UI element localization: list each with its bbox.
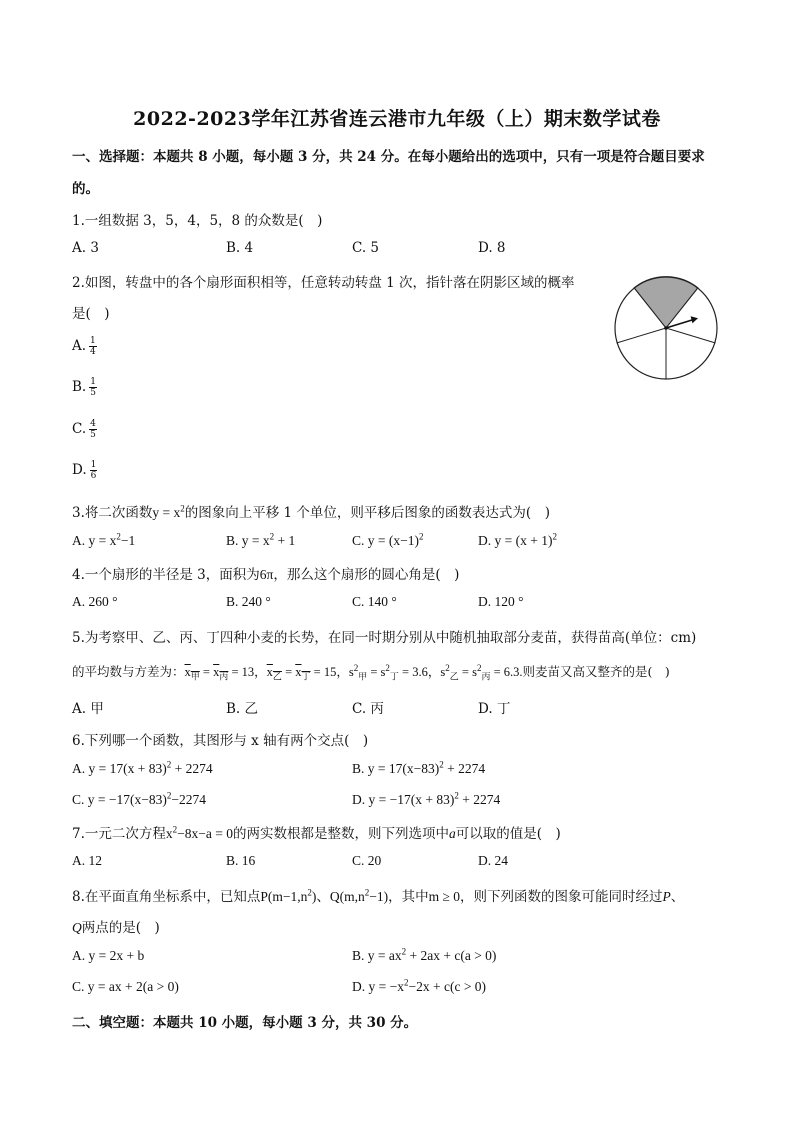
q5-xbar-ding (295, 665, 311, 682)
q2-option-c-label: C. (72, 421, 87, 437)
q8-option-d (352, 979, 486, 995)
q2-option-a-label: A. (72, 338, 87, 354)
page-title: 2022-2023学年江苏省连云港市九年级（上）期末数学试卷 (133, 108, 661, 130)
q5-stem-intro: 的平均数与方差为： (72, 664, 185, 679)
q2-option-c-numerator: 4 (90, 419, 96, 429)
q6-option-a-text: A. y = 17(x + 83) (72, 761, 167, 776)
q8-option-d-exp: 2 (403, 977, 409, 988)
spinner-center-dot (664, 326, 668, 330)
q5-s-ding: s (380, 665, 386, 679)
q5-stem-line2 (72, 662, 670, 680)
q3-option-a-exp: 2 (116, 531, 121, 542)
q5-option-d: D. 丁 (478, 701, 511, 717)
q8-point-p-text: P(m−1,n (260, 889, 308, 904)
q2-option-d-label: D. (72, 462, 87, 478)
spinner-wheel-figure (612, 276, 720, 384)
q2-stem-line1: 2.如图，转盘中的各个扇形面积相等，任意转动转盘 1 次，指针落在阴影区域的概率 (72, 275, 575, 291)
q6-option-d-tail: + 2274 (458, 792, 501, 807)
q3-option-c-exp: 2 (418, 531, 424, 542)
q2-option-a-fraction (89, 336, 97, 357)
q6-option-b (352, 761, 485, 777)
q8-stem-P: P (662, 889, 671, 904)
q2-option-a-numerator: 1 (90, 336, 96, 346)
q5-s-jia: s (348, 665, 354, 679)
q3-option-b-exp: 2 (269, 531, 275, 542)
spinner-divider-4 (666, 328, 716, 343)
section2-header: 二、填空题：本题共 10 小题，每小题 3 分，共 30 分。 (72, 1015, 418, 1031)
q5-ssub-yi: 乙 (449, 671, 459, 682)
q8-stem-Q: Q (72, 920, 82, 935)
q2-option-d-fraction (90, 460, 98, 481)
q8-condition: m ≥ 0 (428, 889, 461, 904)
spinner-divider-3 (617, 328, 667, 343)
q5-ssub-bing: 丙 (481, 671, 491, 682)
q8-separator: 、 (316, 889, 330, 905)
q5-sup-jia: 2 (353, 662, 359, 673)
q7-eq-exp: 2 (172, 824, 178, 835)
q5-stem-question: 则麦苗又高又整齐的是( ) (522, 664, 670, 679)
q2-option-d-denominator: 6 (90, 471, 97, 481)
q7-option-a: A. 12 (72, 853, 102, 868)
q5-s-yi: s (440, 665, 446, 679)
q5-option-a: A. 甲 (72, 701, 104, 717)
q2-option-b-fraction (89, 377, 97, 398)
q5-sub-bing: 丙 (219, 671, 229, 682)
q3-stem-function-exp: 2 (180, 503, 185, 514)
q8-option-b (352, 948, 496, 964)
q2-option-b-numerator: 1 (90, 377, 96, 387)
q5-x-yi: x (266, 665, 273, 679)
q8-point-q (330, 889, 388, 904)
q8-point-p (260, 889, 316, 904)
q5-mean-jia-bing: $x_甲 = x_丙 = 13$， (184, 665, 267, 682)
q5-x-ding: x (295, 665, 302, 679)
q8-point-q-text: Q(m,n (329, 889, 365, 904)
q6-option-d-text: D. y = −17(x + 83) (352, 792, 455, 807)
q2-option-b-denominator: 5 (90, 388, 96, 398)
q3-option-c-text: C. y = (x−1) (352, 533, 419, 548)
q5-xbar-bing (213, 665, 229, 682)
q8-option-b-exp: 2 (401, 946, 407, 957)
spinner-pointer-arrowhead (691, 316, 698, 323)
q5-var-jia-ding: $s^2_甲 = s^2_丁 = 3.6$， (348, 662, 441, 682)
q3-option-d (478, 533, 557, 549)
q8-option-c: C. y = ax + 2(a > 0) (72, 979, 179, 994)
q5-mean-yi-ding: $x_乙 = x_丁 = 15$， (266, 665, 349, 682)
q3-option-b (226, 533, 295, 549)
q5-var-yi-bing: $s^2_乙 = s^2_丙 = 6.3$. (440, 662, 523, 682)
q6-option-a-tail: + 2274 (171, 761, 213, 776)
q4-stem (72, 563, 459, 583)
q5-eq36: = 3.6， (398, 665, 441, 679)
q5-option-c: C. 丙 (352, 701, 384, 717)
q6-option-b-text: B. y = 17(x−83) (352, 761, 440, 776)
q2-option-d-numerator: 1 (90, 460, 97, 470)
q6-option-c-text: C. y = −17(x−83) (72, 792, 167, 807)
q5-sup-ding: 2 (385, 662, 390, 673)
q5-ssub-ding: 丁 (389, 671, 399, 682)
q5-eq63: = 6.3. (490, 665, 523, 679)
q6-option-c-tail: −2274 (171, 792, 206, 807)
q8-option-d-text: D. y = −x (352, 979, 404, 994)
q7-stem-variable: a (448, 826, 456, 841)
q3-stem-part2: 的图象向上平移 1 个单位，则平移后图象的函数表达式为( ) (184, 505, 550, 521)
q7-stem-part2: 的两实数根都是整数，则下列选项中 (232, 826, 449, 842)
q1-stem: 1.一组数据 3，5，4，5，8 的众数是( ) (72, 213, 323, 229)
q2-option-c-fraction (89, 419, 97, 440)
q3-stem-function (152, 505, 184, 520)
q7-option-b: B. 16 (226, 853, 256, 868)
q4-option-c: C. 140 ° (352, 594, 397, 609)
q8-point-q-exp: 2 (364, 887, 370, 898)
q5-sub-jia: 甲 (190, 671, 200, 682)
section1-header-line2: 的。 (72, 181, 99, 197)
q5-xbar-yi (266, 665, 282, 682)
q3-option-c (352, 533, 423, 549)
q6-option-c (72, 792, 206, 808)
q3-option-a-text: A. y = x (72, 533, 117, 548)
q1-option-a: A. 3 (72, 240, 99, 256)
section1-header-line1: 一、选择题：本题共 8 小题，每小题 3 分，共 24 分。在每小题给出的选项中，只有一项是符合题目要求 (72, 149, 705, 165)
q8-option-b-text: B. y = ax (352, 948, 402, 963)
q8-point-p-close: ) (311, 889, 317, 904)
q7-stem-equation (166, 826, 233, 841)
q6-stem: 6.下列哪一个函数，其图形与 x 轴有两个交点( ) (72, 733, 369, 749)
q4-option-d: D. 120 ° (478, 594, 524, 609)
q7-eq-x: x (165, 826, 173, 841)
q5-x-jia: x (184, 665, 191, 679)
q4-stem-part2: ，那么这个扇形的圆心角是( ) (273, 567, 460, 583)
q7-option-d: D. 24 (478, 853, 508, 868)
q3-option-d-exp: 2 (552, 531, 557, 542)
q3-option-b-tail: + 1 (274, 533, 296, 548)
q2-option-d (72, 460, 97, 481)
spinner-shaded-sector (634, 277, 698, 328)
q8-stem-part1: 8.在平面直角坐标系中，已知点 (72, 889, 261, 905)
q8-option-b-tail: + 2ax + c(a > 0) (406, 948, 497, 963)
q8-point-p-exp: 2 (307, 887, 312, 898)
q5-eq13: = 13， (228, 665, 267, 679)
q5-sub-ding: 丁 (301, 671, 311, 682)
q3-stem (72, 501, 550, 521)
q8-stem-line1 (72, 885, 684, 905)
q8-stem-line2 (72, 916, 160, 936)
q8-option-d-tail: −2x + c(c > 0) (408, 979, 487, 994)
q5-sup-bing: 2 (476, 662, 482, 673)
q4-stem-area: 6π (259, 567, 274, 582)
q5-stem-line1: 5.为考察甲、乙、丙、丁四种小麦的长势，在同一时期分别从中随机抽取部分麦苗，获得苗高(单位：cm) (72, 630, 697, 646)
q5-sup-yi: 2 (445, 662, 450, 673)
q3-stem-part1: 3.将二次函数 (72, 505, 153, 521)
q5-sub-yi: 乙 (272, 671, 282, 682)
q3-option-a (72, 533, 135, 549)
q8-separator-2: 、 (670, 889, 685, 905)
q7-stem-part1: 7.一元二次方程 (72, 826, 166, 842)
q5-x-bing: x (213, 665, 220, 679)
q2-option-a (72, 336, 97, 357)
q2-option-b (72, 377, 97, 398)
q6-option-c-exp: 2 (166, 790, 172, 801)
q8-option-a: A. y = 2x + b (72, 948, 145, 963)
q5-xbar-jia (184, 665, 200, 682)
q8-point-q-close: −1) (369, 889, 389, 904)
q5-ssub-jia: 甲 (358, 671, 368, 682)
q3-option-a-tail: −1 (120, 533, 136, 548)
q6-option-d-exp: 2 (454, 790, 459, 801)
q1-option-b: B. 4 (226, 240, 254, 256)
q2-option-a-denominator: 4 (90, 347, 96, 357)
q7-eq-tail: −8x−a = 0 (177, 826, 233, 841)
q3-stem-function-base: y = x (152, 505, 181, 520)
q4-stem-part1: 4.一个扇形的半径是 3，面积为 (72, 567, 260, 583)
q6-option-b-exp: 2 (439, 759, 444, 770)
q8-stem-part2: ，其中 (388, 889, 429, 905)
q4-option-b: B. 240 ° (226, 594, 271, 609)
q2-stem-line2: 是( ) (72, 306, 110, 322)
q5-s-bing: s (472, 665, 477, 679)
q7-stem-part3: 可以取的值是( ) (455, 826, 561, 842)
q7-option-c: C. 20 (352, 853, 382, 868)
q2-option-b-label: B. (72, 379, 87, 395)
q6-option-a (72, 761, 213, 777)
q8-stem-line2-text: 两点的是( ) (81, 920, 160, 936)
q7-stem (72, 822, 561, 842)
q6-option-b-tail: + 2274 (443, 761, 486, 776)
q3-option-b-text: B. y = x (226, 533, 270, 548)
q3-option-d-text: D. y = (x + 1) (478, 533, 553, 548)
q5-eq15: = 15， (310, 665, 349, 679)
q1-option-c: C. 5 (352, 240, 380, 256)
q5-option-b: B. 乙 (226, 701, 259, 717)
q2-option-c-denominator: 5 (90, 430, 96, 440)
q6-option-a-exp: 2 (166, 759, 172, 770)
q6-option-d (352, 792, 500, 808)
q1-option-d: D. 8 (478, 240, 506, 256)
q2-option-c (72, 419, 97, 440)
q4-option-a: A. 260 ° (72, 594, 118, 609)
q8-stem-part3: ，则下列函数的图象可能同时经过 (460, 889, 663, 905)
